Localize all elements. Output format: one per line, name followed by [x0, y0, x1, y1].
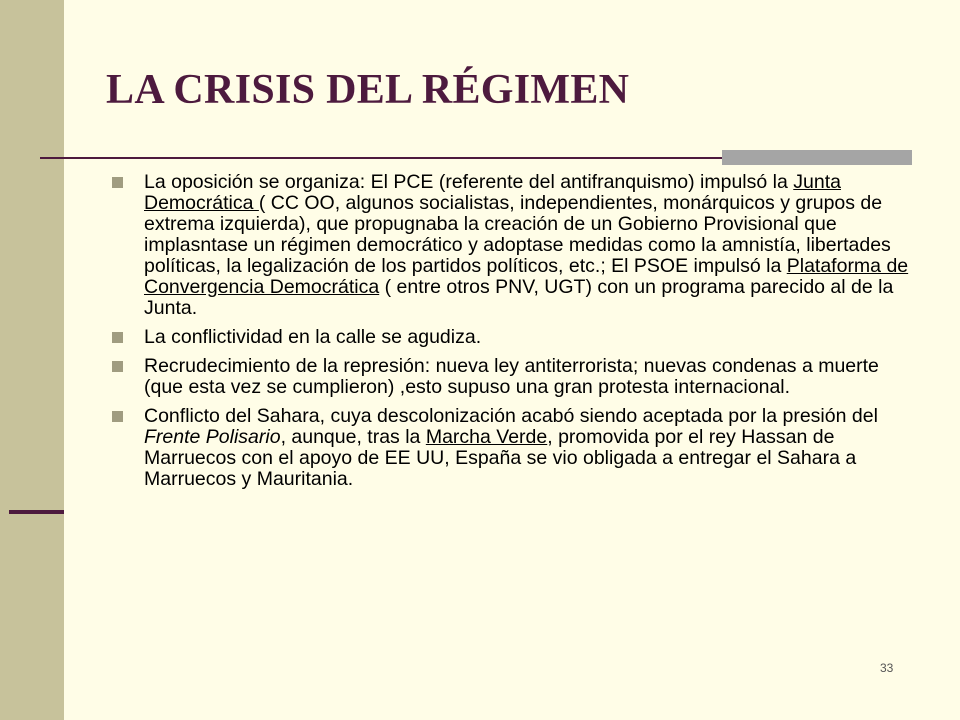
text-segment: La oposición se organiza: El PCE (referente del antifranquismo) impulsó la	[144, 171, 794, 193]
bullet-item	[110, 172, 910, 319]
text-segment: La conflictividad en la calle se agudiza.	[144, 326, 482, 348]
bullet-list	[110, 172, 910, 490]
plataforma-link-text: Plataforma de Convergencia Democrática	[144, 255, 909, 298]
bullet-marker-icon	[112, 411, 123, 422]
bullet-text	[144, 405, 878, 490]
text-segment: ( entre otros PNV, UGT) con un programa parecido al de la Junta.	[144, 276, 894, 319]
junta-democratica-link-text: Junta Democrática	[144, 171, 841, 214]
bullet-item	[110, 406, 910, 490]
text-segment: , promovida por el rey Hassan de Marruecos con el apoyo de EE UU, España se vio obligada a entregar el Sahara a Marruecos y Mauritania.	[144, 426, 857, 490]
bullet-item	[110, 327, 910, 348]
text-segment: , aunque, tras la	[280, 426, 426, 448]
sidebar-rule	[9, 510, 64, 514]
bullet-item	[110, 356, 910, 398]
text-segment: Recrudecimiento de la represión: nueva ley antiterrorista; nuevas condenas a muerte (que esta vez se cumplieron) ,esto supuso una gran protesta internacional.	[144, 355, 879, 398]
bullet-marker-icon	[112, 332, 123, 343]
slide-title: LA CRISIS DEL RÉGIMEN	[106, 67, 630, 113]
bullet-marker-icon	[112, 177, 123, 188]
marcha-verde-link-text: Marcha Verde	[425, 426, 548, 448]
text-segment: ( CC OO, algunos socialistas, independientes, monárquicos y grupos de extrema izquierda), que propugnaba la creación de un Gobierno Provisional que implasntase un régimen democrático y adoptase medidas como la amnistía, libertades políticas, la legalización de los partidos políticos, etc.; El PSOE impulsó la	[144, 192, 891, 277]
page-number: 33	[880, 661, 894, 675]
frente-polisario-text: Frente Polisario	[144, 426, 281, 448]
bullet-text	[144, 171, 908, 319]
sidebar-band	[0, 0, 64, 720]
bullet-text	[144, 326, 481, 348]
bullet-text	[144, 355, 879, 398]
title-rule-accent	[722, 150, 912, 165]
text-segment: Conflicto del Sahara, cuya descolonización acabó siendo aceptada por la presión del	[144, 405, 878, 427]
bullet-marker-icon	[112, 361, 123, 372]
